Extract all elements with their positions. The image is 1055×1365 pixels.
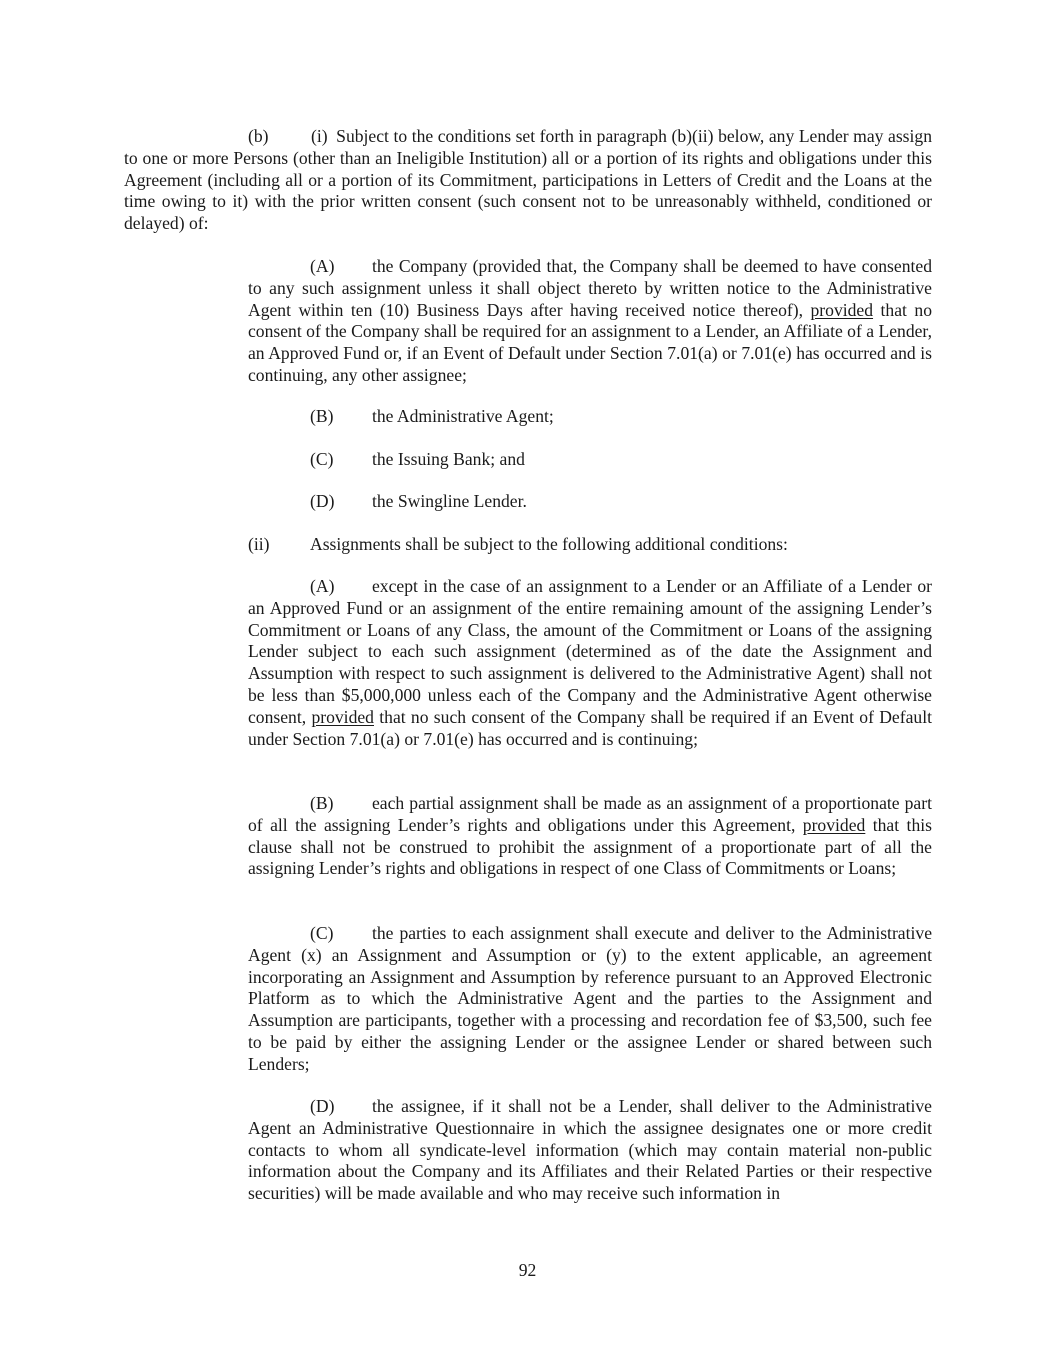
clause-text: except in the case of an assignment to a Lender or an Affiliate of a Lender or an Approved Fund or an assignment of the entire remaining amount of the assigning Lender’s Commitment or Loans of any Class, the amount of the Commitment or Loans of the assigning Lender subject to each such assignment (determined as of the date the Assignment and Assumption with respect to such assignment is delivered to the Administrative Agent) shall not be less than $5,000,000 unless each of the Company and the Administrative Agent otherwise consent, [248,576,932,727]
clause-label: (B) [310,793,334,813]
subparagraph-label: (i) [311,126,328,146]
clause-i-a [248,256,932,387]
subparagraph-text: Assignments shall be subject to the following additional conditions: [310,534,788,554]
provided-underlined: provided [311,706,374,727]
clause-label: (C) [310,449,334,469]
clause-i-c [310,449,932,471]
clause-text: the Swingline Lender. [372,491,527,511]
clause-label: (C) [310,923,334,943]
page-number: 92 [518,1260,537,1280]
clause-label: (D) [310,491,335,511]
paragraph-text: Subject to the conditions set forth in paragraph (b)(ii) below, any Lender may assign to one or more Persons (other than an Ineligible Institution) all or a portion of its rights and obligations under this Agreement (including all or a portion of its Commitment, participations in Letters of Credit and the Loans at the time owing to it) with the prior written consent (such consent not to be unreasonably withheld, conditioned or delayed) of: [124,126,932,234]
paragraph-b [124,126,932,235]
clause-text-continued: that no consent of the Company shall be required for an assignment to a Lender, an Affiliate of a Lender, an Approved Fund or, if an Event of Default under Section 7.01(a) or 7.01(e) has occurred and is continuing, any other assignee; [248,299,932,385]
clause-text: the assignee, if it shall not be a Lender, shall deliver to the Administrative Agent an Administrative Questionnaire in which the assignee designates one or more credit contacts to whom all syndicate-level information (which may contain material non-public information about the Company and its Affiliates and their Related Parties or their respective securities) will be made available and who may receive such information in [248,1096,932,1204]
clause-label: (D) [310,1096,335,1116]
clause-text: the parties to each assignment shall execute and deliver to the Administrative Agent (x) an Assignment and Assumption or (y) to the extent applicable, an agreement incorporating an Assignment and Assumption by reference pursuant to an Approved Electronic Platform as to which the Administrative Agent and the parties to the Assignment and Assumption are participants, together with a processing and recordation fee of $3,500, such fee to be paid by either the assigning Lender or the assignee Lender or shared between such Lenders; [248,923,932,1074]
provided-underlined: provided [802,814,866,835]
clause-text: each partial assignment shall be made as an assignment of a proportionate part of all the assigning Lender’s rights and obligations under this Agreement, [248,793,932,835]
clause-i-d [310,491,932,513]
clause-text: the Issuing Bank; and [372,449,525,469]
subparagraph-ii [248,534,932,556]
clause-ii-d [248,1096,932,1205]
clause-ii-c [248,923,932,1076]
clause-text: the Company (provided that, the Company shall be deemed to have consented to any such assignment unless it shall object thereto by written notice to the Administrative Agent within ten (10) Business Days after having received notice thereof), [248,256,932,320]
clause-text-continued: that no such consent of the Company shall be required if an Event of Default under Section 7.01(a) or 7.01(e) has occurred and is continuing; [248,706,932,749]
clause-ii-b [248,793,932,880]
clause-i-b [310,406,932,428]
paragraph-label: (b) [248,126,269,146]
clause-label: (B) [310,406,334,426]
clause-ii-a [248,576,932,750]
clause-text: the Administrative Agent; [372,406,554,426]
clause-text-continued: that this clause shall not be construed to prohibit the assignment of a proportionate part of all the assigning Lender’s rights and obligations in respect of one Class of Commitments or Loans; [248,814,932,879]
subparagraph-label: (ii) [248,534,270,554]
clause-label: (A) [310,576,335,596]
clause-label: (A) [310,256,335,276]
provided-underlined: provided [810,299,874,320]
